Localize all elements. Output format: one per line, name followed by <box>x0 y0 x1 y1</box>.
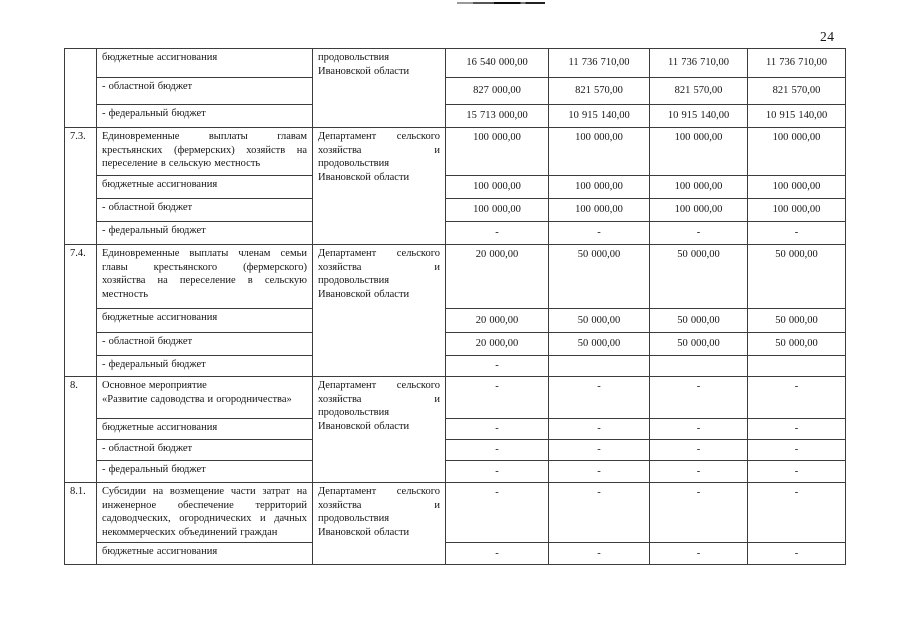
table-row <box>65 483 846 543</box>
value-cell: - <box>549 377 650 419</box>
subrow-label-cell: - областной бюджет <box>97 78 313 105</box>
value-cell: - <box>650 377 748 419</box>
subrow-label-cell: бюджетные ассигнования <box>97 543 313 565</box>
row-num-cell: 8.1. <box>65 483 97 565</box>
scan-artifact-line <box>457 2 545 4</box>
department-cell: Департамент сельского хозяйства и продовольствия Ивановской области <box>313 483 446 565</box>
value-cell: 11 736 710,00 <box>549 49 650 78</box>
budget-table-body <box>65 49 846 565</box>
table-row <box>65 461 846 483</box>
value-cell: 827 000,00 <box>446 78 549 105</box>
value-cell: - <box>446 356 549 377</box>
value-cell: 11 736 710,00 <box>650 49 748 78</box>
value-cell: - <box>650 543 748 565</box>
value-cell: - <box>650 222 748 245</box>
row-num-cell <box>65 49 97 128</box>
value-cell: 100 000,00 <box>650 128 748 176</box>
value-cell: - <box>748 222 846 245</box>
subrow-label-cell: - областной бюджет <box>97 199 313 222</box>
table-row <box>65 78 846 105</box>
table-row <box>65 377 846 419</box>
description-cell: Субсидии на возмещение части затрат на инженерное обеспечение территорий садоводческих, огороднических и дачных некоммерческих объединений граждан <box>97 483 313 543</box>
subrow-label-cell: - федеральный бюджет <box>97 461 313 483</box>
table-row <box>65 49 846 78</box>
value-cell: - <box>446 440 549 461</box>
value-cell: - <box>650 419 748 440</box>
value-cell: 50 000,00 <box>549 309 650 333</box>
table-row <box>65 222 846 245</box>
value-cell: 100 000,00 <box>748 199 846 222</box>
department-cell: Департамент сельского хозяйства и продовольствия Ивановской области <box>313 245 446 377</box>
subrow-label-cell: - федеральный бюджет <box>97 356 313 377</box>
value-cell: - <box>549 543 650 565</box>
page-number: 24 <box>820 29 835 44</box>
value-cell: 50 000,00 <box>650 309 748 333</box>
value-cell: - <box>748 419 846 440</box>
value-cell: 100 000,00 <box>549 128 650 176</box>
value-cell: 50 000,00 <box>650 245 748 309</box>
value-cell: 10 915 140,00 <box>650 105 748 128</box>
value-cell: 10 915 140,00 <box>748 105 846 128</box>
value-cell: 15 713 000,00 <box>446 105 549 128</box>
table-row <box>65 419 846 440</box>
value-cell: - <box>446 483 549 543</box>
value-cell: 50 000,00 <box>549 245 650 309</box>
table-row <box>65 199 846 222</box>
value-cell: - <box>748 440 846 461</box>
value-cell: 821 570,00 <box>650 78 748 105</box>
department-cell: Департамент сельского хозяйства и продовольствия Ивановской области <box>313 128 446 245</box>
description-cell: Единовременные выплаты главам крестьянских (фермерских) хозяйств на переселение в сельскую местность <box>97 128 313 176</box>
value-cell: 100 000,00 <box>446 176 549 199</box>
row-num-cell: 7.4. <box>65 245 97 377</box>
subrow-label-cell: - областной бюджет <box>97 333 313 356</box>
row-num-cell: 7.3. <box>65 128 97 245</box>
value-cell: - <box>748 377 846 419</box>
value-cell: 100 000,00 <box>748 176 846 199</box>
value-cell: - <box>549 461 650 483</box>
budget-table <box>64 48 846 565</box>
value-cell <box>650 356 748 377</box>
value-cell: 50 000,00 <box>748 309 846 333</box>
value-cell: 100 000,00 <box>650 199 748 222</box>
value-cell: 20 000,00 <box>446 309 549 333</box>
value-cell: 20 000,00 <box>446 245 549 309</box>
value-cell: - <box>446 461 549 483</box>
subrow-label-cell: бюджетные ассигнования <box>97 176 313 199</box>
value-cell: 11 736 710,00 <box>748 49 846 78</box>
value-cell: 50 000,00 <box>748 245 846 309</box>
value-cell: - <box>446 543 549 565</box>
value-cell: - <box>549 419 650 440</box>
value-cell: 50 000,00 <box>748 333 846 356</box>
value-cell: - <box>748 543 846 565</box>
value-cell: - <box>748 461 846 483</box>
table-row <box>65 245 846 309</box>
description-cell: Единовременные выплаты членам семьи главы крестьянского (фермерского) хозяйства на переселение в сельскую местность <box>97 245 313 309</box>
table-row <box>65 309 846 333</box>
value-cell: - <box>549 440 650 461</box>
table-row <box>65 176 846 199</box>
value-cell: 16 540 000,00 <box>446 49 549 78</box>
value-cell: 20 000,00 <box>446 333 549 356</box>
table-row <box>65 128 846 176</box>
department-cell: продовольствия Ивановской области <box>313 49 446 128</box>
subrow-label-cell: бюджетные ассигнования <box>97 419 313 440</box>
subrow-label-cell: бюджетные ассигнования <box>97 49 313 78</box>
description-cell: Основное мероприятие «Развитие садоводства и огородничества» <box>97 377 313 419</box>
value-cell: 50 000,00 <box>549 333 650 356</box>
value-cell: 821 570,00 <box>748 78 846 105</box>
subrow-label-cell: - федеральный бюджет <box>97 222 313 245</box>
table-row <box>65 105 846 128</box>
value-cell: - <box>446 419 549 440</box>
value-cell: 100 000,00 <box>549 176 650 199</box>
department-cell: Департамент сельского хозяйства и продовольствия Ивановской области <box>313 377 446 483</box>
value-cell <box>748 356 846 377</box>
value-cell: - <box>650 483 748 543</box>
table-row <box>65 440 846 461</box>
value-cell: - <box>650 461 748 483</box>
value-cell: 100 000,00 <box>748 128 846 176</box>
value-cell: - <box>549 483 650 543</box>
value-cell: - <box>446 377 549 419</box>
value-cell: - <box>549 222 650 245</box>
value-cell: 10 915 140,00 <box>549 105 650 128</box>
subrow-label-cell: бюджетные ассигнования <box>97 309 313 333</box>
table-row <box>65 333 846 356</box>
value-cell: 100 000,00 <box>446 199 549 222</box>
value-cell: - <box>446 222 549 245</box>
subrow-label-cell: - федеральный бюджет <box>97 105 313 128</box>
value-cell: 821 570,00 <box>549 78 650 105</box>
value-cell: 100 000,00 <box>650 176 748 199</box>
value-cell: - <box>748 483 846 543</box>
value-cell <box>549 356 650 377</box>
table-row <box>65 543 846 565</box>
table-row <box>65 356 846 377</box>
row-num-cell: 8. <box>65 377 97 483</box>
value-cell: - <box>650 440 748 461</box>
value-cell: 50 000,00 <box>650 333 748 356</box>
value-cell: 100 000,00 <box>446 128 549 176</box>
value-cell: 100 000,00 <box>549 199 650 222</box>
subrow-label-cell: - областной бюджет <box>97 440 313 461</box>
